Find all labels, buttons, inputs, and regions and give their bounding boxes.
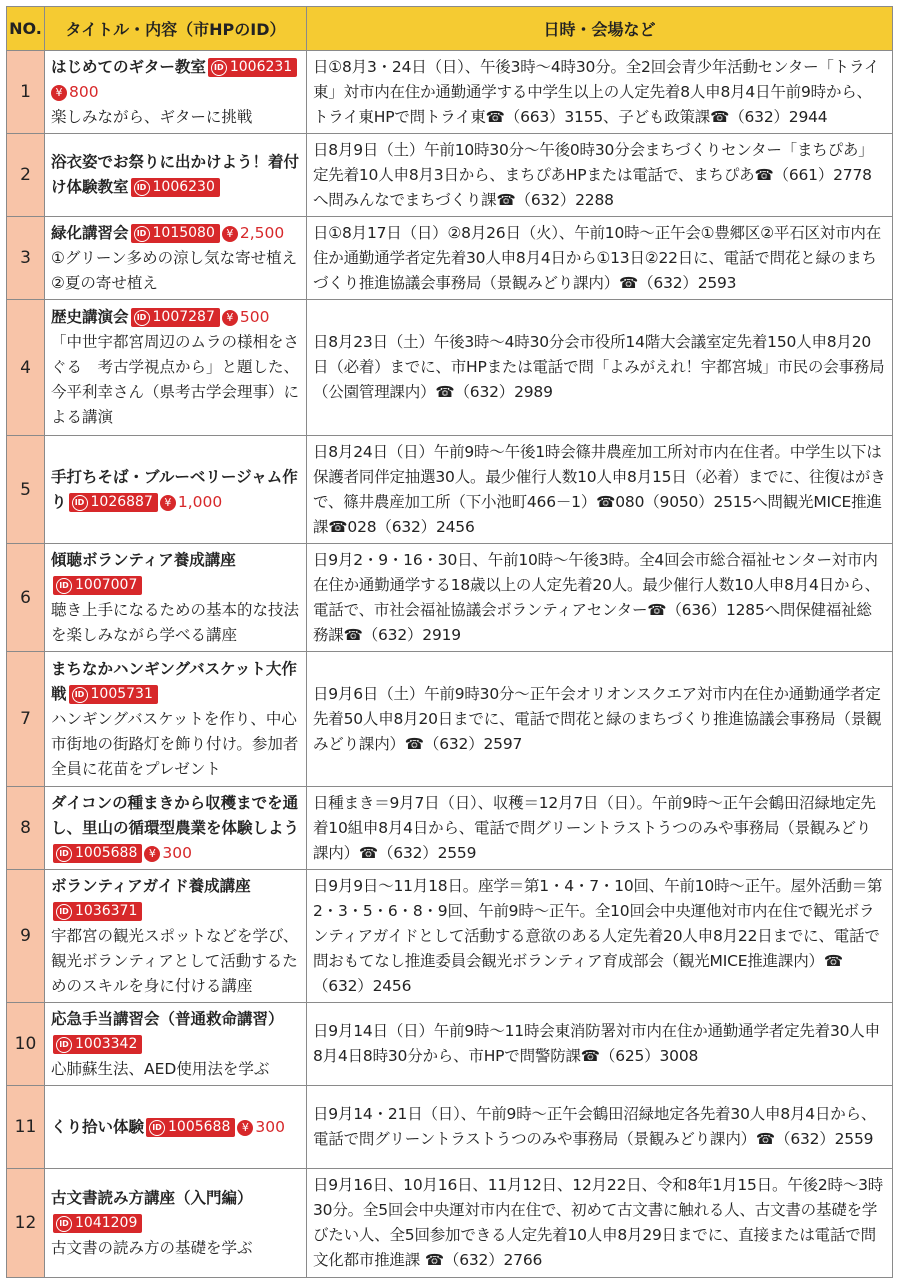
event-description: 宇都宮の観光スポットなどを学び、観光ボランティアとして活動するためのスキルを身に付ける講座 bbox=[51, 926, 299, 995]
id-icon: ID bbox=[134, 180, 150, 196]
header-no: NO. bbox=[7, 7, 45, 51]
header-detail: 日時・会場など bbox=[307, 7, 893, 51]
table-row bbox=[7, 652, 893, 787]
id-number: 1005688 bbox=[168, 1118, 231, 1135]
id-icon: ID bbox=[56, 578, 72, 594]
row-title-cell bbox=[45, 300, 307, 436]
event-detail: 日8月9日（土）午前10時30分～午後0時30分会まちづくりセンター「まちぴあ」定先着10人申8月3日から、まちぴあHPまたは電話で、まちぴあ☎（661）2778へ問みんなでまちづくり課☎（632）2288 bbox=[307, 134, 893, 217]
row-number: 4 bbox=[7, 300, 45, 436]
yen-icon: ¥ bbox=[144, 846, 160, 862]
event-detail: 日①8月3・24日（日）、午後3時～4時30分。全2回会青少年活動センター「トライ東」対市内在住か通勤通学する中学生以上の人定先着8人申8月4日午前9時から、トライ東HPで問トライ東☎（663）3155、子ども政策課☎（632）2944 bbox=[307, 51, 893, 134]
table-row bbox=[7, 787, 893, 870]
row-number: 3 bbox=[7, 217, 45, 300]
event-detail: 日9月16日、10月16日、11月12日、12月22日、令和8年1月15日。午後2時～3時30分。全5回会中央運対市内在住で、初めて古文書に触れる人、古文書の基礎を学びたい人、全5回参加できる人定先着10人申8月29日までに、直接または電話で問文化都市推進課 ☎（632）2766 bbox=[307, 1169, 893, 1278]
event-title: 歴史講演会 bbox=[51, 308, 129, 326]
row-title-cell bbox=[45, 652, 307, 787]
row-title-cell bbox=[45, 134, 307, 217]
yen-icon: ¥ bbox=[160, 495, 176, 511]
event-detail: 日9月6日（土）午前9時30分～正午会オリオンスクエア対市内在住か通勤通学者定先着50人申8月20日までに、電話で問花と緑のまちづくり推進協議会事務局（景観みどり課内）☎（632）2597 bbox=[307, 652, 893, 787]
row-number: 11 bbox=[7, 1086, 45, 1169]
table-row bbox=[7, 544, 893, 652]
row-number: 9 bbox=[7, 870, 45, 1003]
fee-label bbox=[144, 844, 192, 862]
id-badge bbox=[208, 58, 297, 77]
event-detail: 日9月14・21日（日）、午前9時～正午会鶴田沼緑地定各先着30人申8月4日から、電話で問グリーントラストうつのみや事務局（景観みどり課内）☎（632）2559 bbox=[307, 1086, 893, 1169]
header-title: タイトル・内容（市HPのID） bbox=[45, 7, 307, 51]
event-title: はじめてのギター教室 bbox=[51, 57, 206, 76]
row-title-cell bbox=[45, 436, 307, 544]
id-number: 1026887 bbox=[90, 493, 153, 510]
row-number: 8 bbox=[7, 787, 45, 870]
id-badge bbox=[146, 1118, 235, 1137]
event-title: 傾聴ボランティア養成講座 bbox=[51, 550, 236, 569]
row-number: 5 bbox=[7, 436, 45, 544]
event-title: まちなかハンギングバスケット大作戦 bbox=[51, 659, 297, 703]
table-row bbox=[7, 436, 893, 544]
id-number: 1007287 bbox=[152, 309, 215, 325]
event-detail: 日9月14日（日）午前9時～11時会東消防署対市内在住か通勤通学者定先着30人申8月4日8時30分から、市HPで問警防課☎（625）3008 bbox=[307, 1003, 893, 1086]
table-header-row bbox=[7, 7, 893, 51]
id-badge bbox=[53, 1035, 142, 1054]
id-badge bbox=[69, 493, 158, 512]
event-title: 浴衣姿でお祭りに出かけよう！着付け体験教室 bbox=[51, 153, 300, 196]
fee-label bbox=[237, 1118, 285, 1136]
event-description: 聴き上手になるための基本的な技法を楽しみながら学べる講座 bbox=[51, 600, 300, 644]
id-number: 1006231 bbox=[229, 58, 293, 75]
table-row bbox=[7, 134, 893, 217]
id-icon: ID bbox=[56, 904, 72, 920]
event-detail: 日8月23日（土）午後3時～4時30分会市役所14階大会議室定先着150人申8月20日（必着）までに、市HPまたは電話で問「よみがえれ！宇都宮城」市民の会事務局（公園管理課内）☎（632）2989 bbox=[307, 300, 893, 436]
id-badge bbox=[53, 576, 142, 595]
event-title: 緑化講習会 bbox=[51, 223, 129, 242]
event-detail: 日種まき＝9月7日（日）、収穫＝12月7日（日）。午前9時～正午会鶴田沼緑地定先着10組申8月4日から、電話で問グリーントラストうつのみや事務局（景観みどり課内）☎（632）2559 bbox=[307, 787, 893, 870]
row-title-cell bbox=[45, 787, 307, 870]
table-row bbox=[7, 51, 893, 134]
event-description: ①グリーン多めの涼し気な寄せ植え②夏の寄せ植え bbox=[51, 248, 298, 292]
id-badge bbox=[53, 844, 142, 863]
row-title-cell bbox=[45, 1003, 307, 1086]
fee-value: 500 bbox=[239, 308, 270, 326]
table-row bbox=[7, 300, 893, 436]
id-icon: ID bbox=[56, 846, 72, 862]
row-number: 6 bbox=[7, 544, 45, 652]
table-row bbox=[7, 1169, 893, 1278]
event-description: 「中世宇都宮周辺のムラの様相をさぐる 考古学視点から」と題した、今平利幸さん（県考古学会理事）による講演 bbox=[51, 333, 300, 426]
id-number: 1036371 bbox=[75, 902, 138, 919]
id-badge bbox=[131, 178, 220, 197]
fee-label bbox=[51, 83, 99, 101]
row-title-cell bbox=[45, 217, 307, 300]
row-number: 10 bbox=[7, 1003, 45, 1086]
fee-value: 1,000 bbox=[177, 492, 223, 511]
id-icon: ID bbox=[134, 226, 150, 242]
fee-value: 300 bbox=[255, 1117, 285, 1136]
id-badge bbox=[131, 224, 220, 243]
event-table bbox=[6, 6, 893, 1278]
event-description: 古文書の読み方の基礎を学ぶ bbox=[51, 1238, 253, 1257]
table-row bbox=[7, 1086, 893, 1169]
event-description: 心肺蘇生法、AED使用法を学ぶ bbox=[51, 1059, 270, 1078]
fee-value: 800 bbox=[69, 82, 99, 101]
event-title: ダイコンの種まきから収穫までを通し、里山の循環型農業を体験しよう bbox=[51, 793, 300, 837]
event-detail: 日9月9日～11月18日。座学＝第1・4・7・10回、午前10時～正午。屋外活動＝第2・3・5・6・8・9回、午前9時～正午。全10回会中央運他対市内在住で観光ボランティアガイドとして活動する意欲のある人定先着20人申8月22日までに、電話で問おもてなし推進委員会観光ボランティア育成部会（観光MICE推進課内）☎（632）2456 bbox=[307, 870, 893, 1003]
id-icon: ID bbox=[56, 1037, 72, 1053]
event-description: ハンギングバスケットを作り、中心市街地の街路灯を飾り付け。参加者全員に花苗をプレゼント bbox=[51, 709, 299, 778]
row-title-cell bbox=[45, 51, 307, 134]
id-icon: ID bbox=[72, 687, 88, 703]
yen-icon: ¥ bbox=[237, 1120, 253, 1136]
id-icon: ID bbox=[72, 495, 88, 511]
table-row bbox=[7, 217, 893, 300]
id-number: 1007007 bbox=[75, 576, 138, 593]
event-description: 楽しみながら、ギターに挑戦 bbox=[51, 107, 253, 126]
id-badge bbox=[131, 308, 220, 327]
event-detail: 日①8月17日（日）②8月26日（火）、午前10時～正午会①豊郷区②平石区対市内在住か通勤通学者定先着30人申8月4日から①13日②22日に、電話で問花と緑のまちづくり推進協議会事務局（景観みどり課内）☎（632）2593 bbox=[307, 217, 893, 300]
fee-value: 2,500 bbox=[239, 223, 285, 242]
yen-icon: ¥ bbox=[222, 226, 238, 242]
id-number: 1006230 bbox=[152, 179, 215, 195]
event-detail: 日8月24日（日）午前9時～午後1時会篠井農産加工所対市内在住者。中学生以下は保護者同伴定抽選30人。最少催行人数10人申8月15日（必着）までに、往復はがきで、篠井農産加工所（下小池町466－1）☎080（9050）2515へ問観光MICE推進課☎028（632）2456 bbox=[307, 436, 893, 544]
table-row bbox=[7, 870, 893, 1003]
row-title-cell bbox=[45, 1086, 307, 1169]
event-detail: 日9月2・9・16・30日、午前10時～午後3時。全4回会市総合福祉センター対市内在住か通勤通学する18歳以上の人定先着20人。最少催行人数10人申8月4日から、電話で、市社会福祉協議会ボランティアセンター☎（636）1285へ問保健福祉総務課☎（632）2919 bbox=[307, 544, 893, 652]
id-icon: ID bbox=[56, 1216, 72, 1232]
id-number: 1003342 bbox=[75, 1035, 138, 1052]
row-title-cell bbox=[45, 870, 307, 1003]
row-title-cell bbox=[45, 544, 307, 652]
event-table-container bbox=[6, 6, 892, 1278]
table-body bbox=[7, 51, 893, 1278]
id-badge bbox=[53, 1214, 142, 1233]
yen-icon: ¥ bbox=[222, 310, 238, 326]
fee-value: 300 bbox=[162, 843, 192, 862]
id-icon: ID bbox=[211, 60, 227, 76]
id-badge bbox=[53, 902, 142, 921]
row-title-cell bbox=[45, 1169, 307, 1278]
yen-icon: ¥ bbox=[51, 85, 67, 101]
event-title: 手打ちそば・ブルーベリージャム作り bbox=[51, 467, 298, 511]
row-number: 2 bbox=[7, 134, 45, 217]
event-title: 古文書読み方講座（入門編） bbox=[51, 1188, 253, 1207]
fee-label bbox=[222, 224, 284, 242]
id-badge bbox=[69, 685, 158, 704]
id-number: 1005688 bbox=[75, 844, 138, 861]
id-number: 1015080 bbox=[152, 224, 215, 241]
table-row bbox=[7, 1003, 893, 1086]
row-number: 1 bbox=[7, 51, 45, 134]
fee-label bbox=[222, 308, 270, 326]
id-number: 1005731 bbox=[90, 685, 153, 702]
row-number: 7 bbox=[7, 652, 45, 787]
event-title: 応急手当講習会（普通救命講習） bbox=[51, 1009, 284, 1028]
id-icon: ID bbox=[149, 1120, 165, 1136]
fee-label bbox=[160, 493, 222, 511]
id-number: 1041209 bbox=[75, 1214, 138, 1231]
row-number: 12 bbox=[7, 1169, 45, 1278]
event-title: ボランティアガイド養成講座 bbox=[51, 876, 251, 895]
id-icon: ID bbox=[134, 310, 150, 326]
event-title: くり拾い体験 bbox=[51, 1117, 145, 1136]
